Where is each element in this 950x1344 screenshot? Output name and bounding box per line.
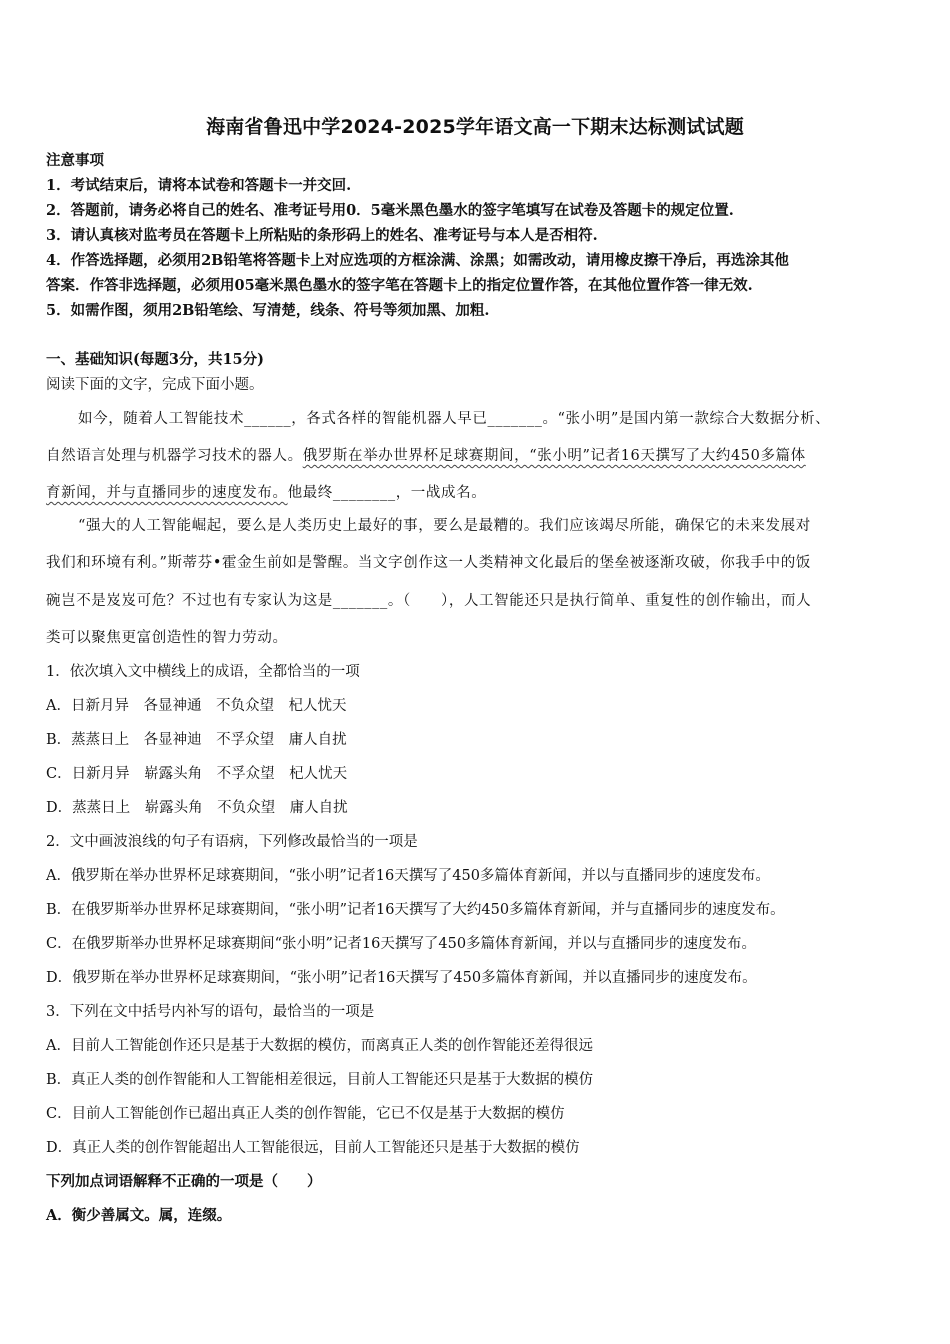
passage-line: “强大的人工智能崛起，要么是人类历史上最好的事，要么是最糟的。我们应该竭尽所能，确保它的未来发展对 <box>78 518 811 534</box>
passage-line <box>46 483 486 503</box>
question-stem: 3．下列在文中括号内补写的语句，最恰当的一项是 <box>46 1004 375 1020</box>
passage-text: 他最终________，一战成名。 <box>287 485 487 501</box>
question-stem: 2．文中画波浪线的句子有语病，下列修改最恰当的一项是 <box>46 834 418 850</box>
answer-option: A．目前人工智能创作还只是基于大数据的模仿，而离真正人类的创作智能还差得很远 <box>46 1038 593 1054</box>
notice-heading: 注意事项 <box>46 152 104 169</box>
answer-option: D．俄罗斯在举办世界杯足球赛期间，“张小明”记者16天撰写了450多篇体育新闻，并以直播同步的速度发布。 <box>46 970 757 986</box>
answer-option: B．在俄罗斯举办世界杯足球赛期间，“张小明”记者16天撰写了大约450多篇体育新闻，并与直播同步的速度发布。 <box>46 902 785 918</box>
page-title: 海南省鲁迅中学2024-2025学年语文高一下期末达标测试试题 <box>206 116 744 138</box>
wavy-underlined-sentence: 俄罗斯在举办世界杯足球赛期间，“张小明”记者16天撰写了大约450多篇体 <box>302 448 806 464</box>
answer-option: C．目前人工智能创作已超出真正人类的创作智能，它已不仅是基于大数据的模仿 <box>46 1106 565 1122</box>
notice-item: 4．作答选择题，必须用2B铅笔将答题卡上对应选项的方框涂满、涂黑；如需改动，请用橡皮擦干净后，再选涂其他 <box>46 252 789 269</box>
wavy-underlined-sentence: 育新闻，并与直播同步的速度发布。 <box>46 485 288 501</box>
notice-item: 1．考试结束后，请将本试卷和答题卡一并交回. <box>46 177 352 194</box>
question-stem: 1．依次填入文中横线上的成语，全都恰当的一项 <box>46 664 360 680</box>
passage-line <box>46 446 806 466</box>
answer-option: D．真正人类的创作智能超出人工智能很远，目前人工智能还只是基于大数据的模仿 <box>46 1140 580 1156</box>
notice-item: 答案．作答非选择题，必须用05毫米黑色墨水的签字笔在答题卡上的指定位置作答，在其他位置作答一律无效. <box>46 277 753 294</box>
answer-option: D．蒸蒸日上 崭露头角 不负众望 庸人自扰 <box>46 800 348 816</box>
answer-option: A．俄罗斯在举办世界杯足球赛期间，“张小明”记者16天撰写了450多篇体育新闻，并以与直播同步的速度发布。 <box>46 868 770 884</box>
answer-option: B．蒸蒸日上 各显神迪 不孚众望 庸人自扰 <box>46 732 347 748</box>
notice-item: 5．如需作图，须用2B铅笔绘、写清楚，线条、符号等须加黑、加粗. <box>46 302 490 319</box>
notice-item: 2．答题前，请务必将自己的姓名、准考证号用0．5毫米黑色墨水的签字笔填写在试卷及答题卡的规定位置. <box>46 202 734 219</box>
answer-option: B．真正人类的创作智能和人工智能相差很远，目前人工智能还只是基于大数据的模仿 <box>46 1072 594 1088</box>
reading-instruction: 阅读下面的文字，完成下面小题。 <box>46 377 264 393</box>
answer-option: A．日新月异 各显神通 不负众望 杞人忧天 <box>46 698 347 714</box>
passage-line: 类可以聚焦更富创造性的智力劳动。 <box>46 630 288 646</box>
passage-line: 碗岂不是岌岌可危？不过也有专家认为这是_______。（ ），人工智能还只是执行简单、重复性的创作输出，而人 <box>46 593 812 609</box>
answer-option: A．衡少善属文。属，连缀。 <box>46 1207 232 1224</box>
passage-line: 如今，随着人工智能技术______，各式各样的智能机器人早已_______。“张小明”是国内第一款综合大数据分析、 <box>78 411 831 427</box>
notice-item: 3．请认真核对监考员在答题卡上所粘贴的条形码上的姓名、准考证号与本人是否相符. <box>46 227 598 244</box>
section-heading: 一、基础知识(每题3分，共15分) <box>46 351 264 368</box>
passage-line: 我们和环境有利。”斯蒂芬•霍金生前如是警醒。当文字创作这一人类精神文化最后的堡垒被逐渐攻破，你我手中的饭 <box>46 555 811 571</box>
passage-text: 自然语言处理与机器学习技术的器人。 <box>46 448 303 464</box>
question-stem: 下列加点词语解释不正确的一项是（ ） <box>46 1173 322 1190</box>
answer-option: C．日新月异 崭露头角 不孚众望 杞人忧天 <box>46 766 348 782</box>
answer-option: C．在俄罗斯举办世界杯足球赛期间“张小明”记者16天撰写了450多篇体育新闻，并以与直播同步的速度发布。 <box>46 936 757 952</box>
